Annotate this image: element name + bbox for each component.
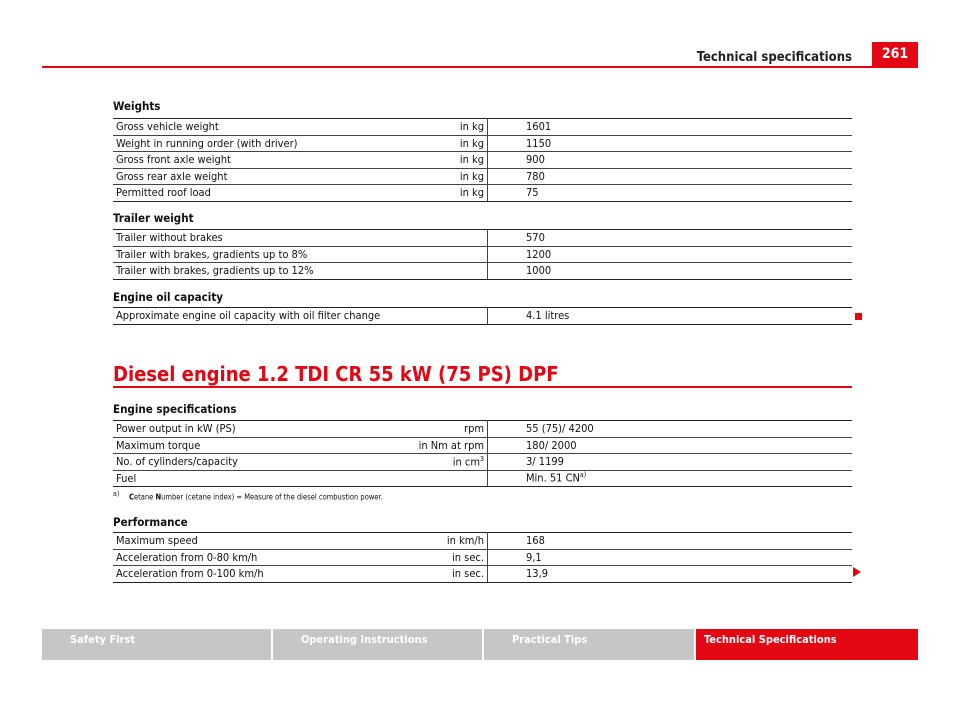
- tab-practical-tips[interactable]: Practical Tips: [484, 629, 694, 660]
- tab-technical-specifications[interactable]: Technical Specifications: [696, 629, 918, 660]
- table-row: [113, 230, 852, 247]
- row-unit: [355, 470, 488, 487]
- row-value: 1000: [488, 263, 853, 280]
- page-header-title: Technical specifications: [696, 50, 852, 65]
- row-label: Approximate engine oil capacity with oil filter change: [113, 308, 488, 325]
- chapter-divider: [113, 386, 852, 388]
- tab-operating-instructions[interactable]: Operating Instructions: [273, 629, 482, 660]
- weights-heading: Weights: [113, 99, 161, 113]
- row-value: 1601: [488, 119, 853, 136]
- row-unit: in kg: [355, 119, 488, 136]
- row-unit: in kg: [355, 135, 488, 152]
- row-value: 4.1 litres: [488, 308, 853, 325]
- footnote-text-1: etane: [133, 492, 156, 502]
- row-value: 168: [488, 533, 853, 550]
- engine-specs-table: [113, 420, 852, 487]
- row-unit: in sec.: [355, 566, 488, 583]
- row-unit: in kg: [355, 168, 488, 185]
- row-label: Gross vehicle weight: [113, 119, 355, 136]
- row-value: 75: [488, 185, 853, 202]
- performance-table: [113, 532, 852, 583]
- row-value: 13,9: [488, 566, 853, 583]
- trailer-weight-heading: Trailer weight: [113, 211, 194, 225]
- table-row: [113, 185, 852, 202]
- table-row: [113, 168, 852, 185]
- footnote-mark: a): [113, 490, 120, 498]
- row-value: 900: [488, 152, 853, 169]
- row-label: Trailer without brakes: [113, 230, 488, 247]
- red-triangle-right-icon: [853, 567, 861, 577]
- row-label: Maximum torque: [113, 437, 355, 454]
- row-unit: in sec.: [355, 549, 488, 566]
- table-row: [113, 421, 852, 438]
- engine-specs-heading: Engine specifications: [113, 402, 237, 416]
- table-row: [113, 152, 852, 169]
- red-square-icon: [855, 313, 862, 320]
- row-label: Trailer with brakes, gradients up to 12%: [113, 263, 488, 280]
- unit-text: in cm: [452, 455, 480, 469]
- table-row: [113, 566, 852, 583]
- row-value: 1150: [488, 135, 853, 152]
- table-row: [113, 135, 852, 152]
- row-label: Trailer with brakes, gradients up to 8%: [113, 246, 488, 263]
- table-row: [113, 533, 852, 550]
- table-row: [113, 549, 852, 566]
- header-divider: [42, 66, 918, 68]
- table-row: [113, 437, 852, 454]
- row-value: 570: [488, 230, 853, 247]
- table-row: [113, 308, 852, 325]
- row-unit: [355, 454, 488, 471]
- page-number: 261: [872, 42, 918, 66]
- tab-safety-first[interactable]: Safety First: [42, 629, 271, 660]
- row-label: Acceleration from 0-100 km/h: [113, 566, 355, 583]
- row-label: Gross rear axle weight: [113, 168, 355, 185]
- unit-superscript: 3: [479, 454, 484, 463]
- footnote-bold-n: N: [155, 492, 162, 502]
- chapter-title: Diesel engine 1.2 TDI CR 55 kW (75 PS) DPF: [113, 362, 559, 386]
- row-value: 1200: [488, 246, 853, 263]
- table-row: [113, 454, 852, 471]
- table-row: [113, 246, 852, 263]
- row-label: Gross front axle weight: [113, 152, 355, 169]
- footnote: [113, 490, 383, 502]
- row-value: 780: [488, 168, 853, 185]
- table-row: [113, 470, 852, 487]
- row-label: Acceleration from 0-80 km/h: [113, 549, 355, 566]
- footnote-reference: a): [579, 471, 587, 480]
- row-label: No. of cylinders/capacity: [113, 454, 355, 471]
- row-label: Weight in running order (with driver): [113, 135, 355, 152]
- row-value: 3/ 1199: [488, 454, 853, 471]
- row-value: 55 (75)/ 4200: [488, 421, 853, 438]
- row-unit: in km/h: [355, 533, 488, 550]
- row-label: Maximum speed: [113, 533, 355, 550]
- engine-oil-heading: Engine oil capacity: [113, 290, 224, 304]
- trailer-weight-table: [113, 229, 852, 280]
- row-unit: in kg: [355, 185, 488, 202]
- row-label: Permitted roof load: [113, 185, 355, 202]
- table-row: [113, 263, 852, 280]
- engine-oil-table: [113, 307, 852, 325]
- row-label: Power output in kW (PS): [113, 421, 355, 438]
- footer-navigation: [42, 629, 918, 660]
- footnote-text-2: umber (cetane index) = Measure of the diesel combustion power.: [161, 492, 383, 502]
- row-value: [488, 470, 853, 487]
- row-value: 180/ 2000: [488, 437, 853, 454]
- value-text: Min. 51 CN: [526, 472, 580, 486]
- row-value: 9,1: [488, 549, 853, 566]
- performance-heading: Performance: [113, 515, 188, 529]
- weights-table: [113, 118, 852, 202]
- row-unit: in Nm at rpm: [355, 437, 488, 454]
- table-row: [113, 119, 852, 136]
- footnote-bold-c: C: [129, 492, 134, 502]
- row-unit: in kg: [355, 152, 488, 169]
- row-unit: rpm: [355, 421, 488, 438]
- row-label: Fuel: [113, 470, 355, 487]
